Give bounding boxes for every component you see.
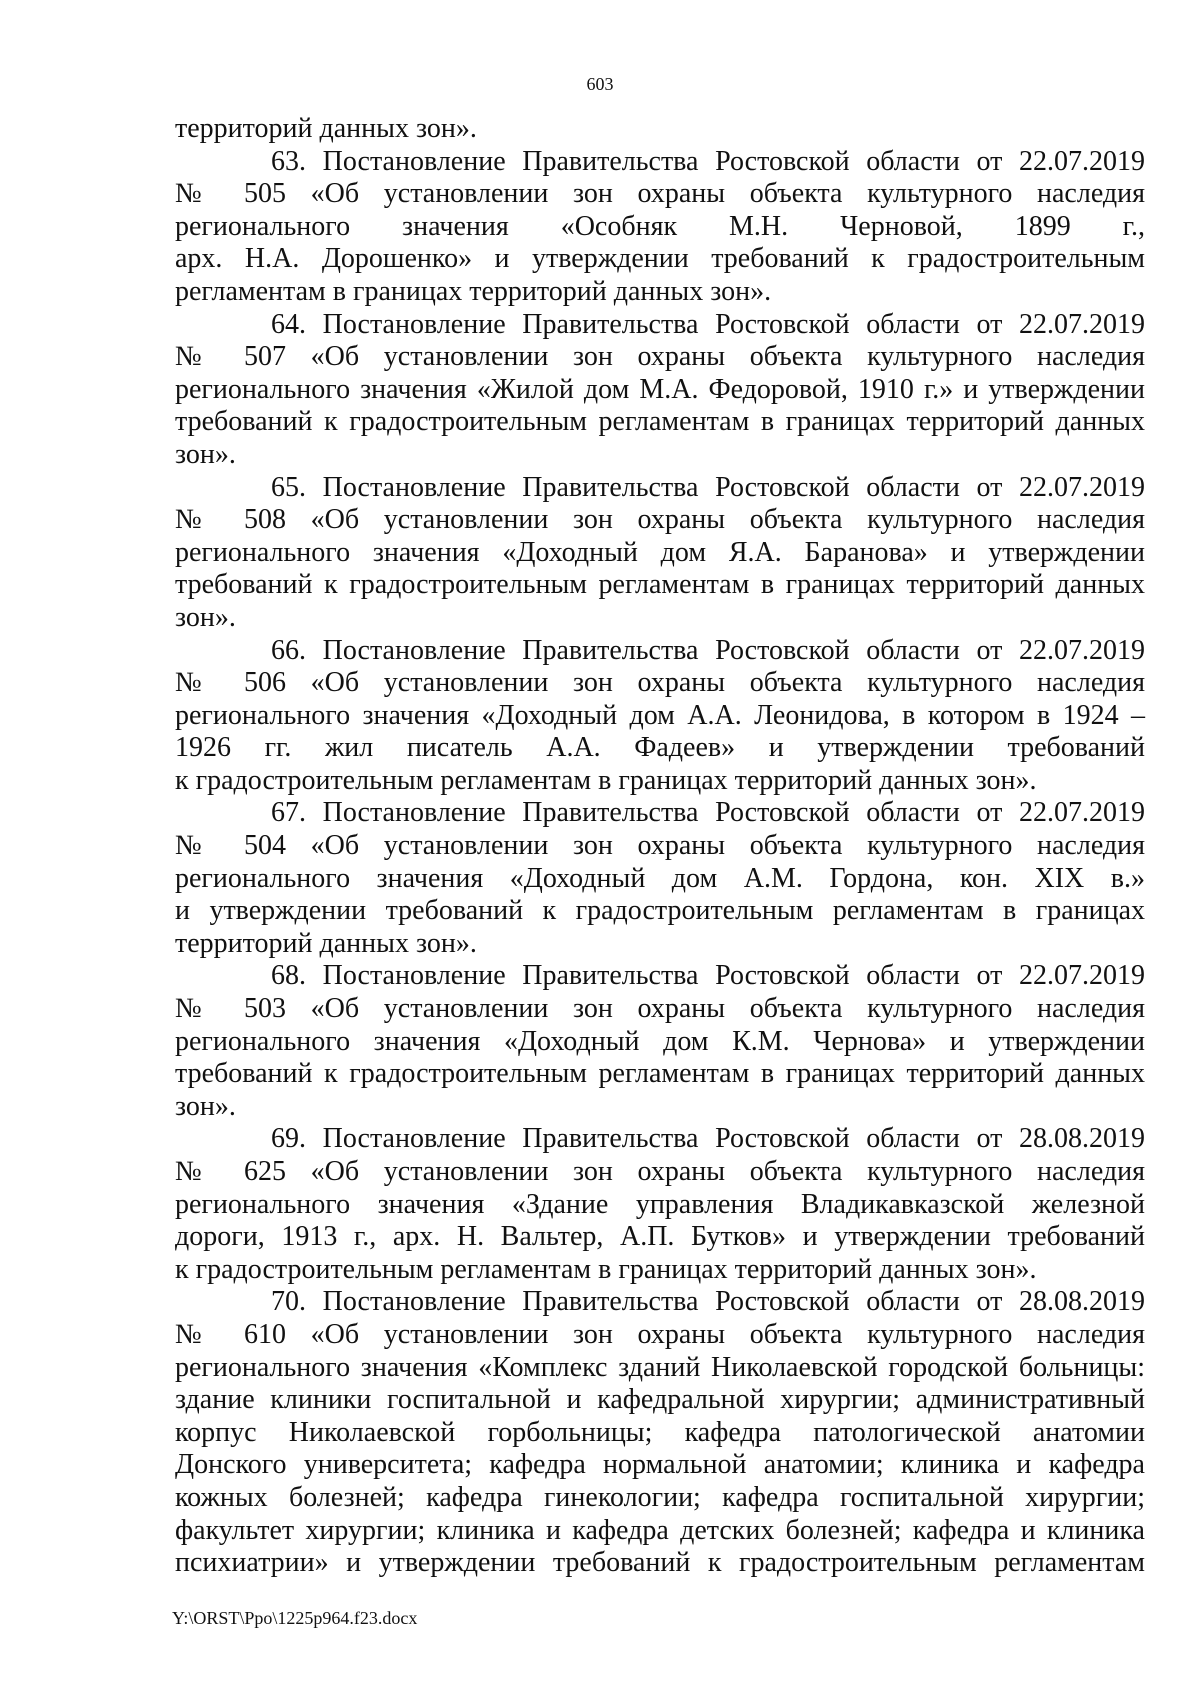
text-line: дороги, 1913 г., арх. Н. Вальтер, А.П. Бутков» и утверждении требований xyxy=(175,1221,1145,1253)
text-line: регионального значения «Доходный дом А.М. Гордона, кон. XIX в.» xyxy=(175,862,1145,894)
text-line: № 504 «Об установлении зон охраны объекта культурного наследия xyxy=(175,830,1145,862)
text-line: кожных болезней; кафедра гинекологии; кафедра госпитальной хирургии; xyxy=(175,1481,1145,1513)
paragraph-first-line: 69. Постановление Правительства Ростовской области от 28.08.2019 xyxy=(271,1123,1145,1155)
paragraph-first-line: 63. Постановление Правительства Ростовской области от 22.07.2019 xyxy=(271,145,1145,177)
text-line: зон». xyxy=(175,601,236,633)
paragraph-first-line: 67. Постановление Правительства Ростовской области от 22.07.2019 xyxy=(271,797,1145,829)
text-line: к градостроительным регламентам в границах территорий данных зон». xyxy=(175,1253,1037,1285)
text-line: требований к градостроительным регламентам в границах территорий данных xyxy=(175,1058,1145,1090)
text-line: факультет хирургии; клиника и кафедра детских болезней; кафедра и клиника xyxy=(175,1514,1145,1546)
text-line: к градостроительным регламентам в границах территорий данных зон». xyxy=(175,764,1037,796)
text-line: № 508 «Об установлении зон охраны объекта культурного наследия xyxy=(175,504,1145,536)
text-line: № 507 «Об установлении зон охраны объекта культурного наследия xyxy=(175,341,1145,373)
text-line: зон». xyxy=(175,438,236,470)
text-line: психиатрии» и утверждении требований к градостроительным регламентам xyxy=(175,1547,1145,1579)
paragraph-first-line: 64. Постановление Правительства Ростовской области от 22.07.2019 xyxy=(271,308,1145,340)
text-line: регионального значения «Жилой дом М.А. Федоровой, 1910 г.» и утверждении xyxy=(175,373,1145,405)
page-number: 603 xyxy=(586,74,614,94)
text-line: регионального значения «Доходный дом Я.А. Баранова» и утверждении xyxy=(175,536,1145,568)
text-line: требований к градостроительным регламентам в границах территорий данных xyxy=(175,569,1145,601)
text-line: регламентам в границах территорий данных зон». xyxy=(175,275,772,307)
text-line: № 610 «Об установлении зон охраны объекта культурного наследия xyxy=(175,1318,1145,1350)
text-line: корпус Николаевской горбольницы; кафедра патологической анатомии xyxy=(175,1416,1145,1448)
text-line: арх. Н.А. Дорошенко» и утверждении требований к градостроительным xyxy=(175,243,1145,275)
text-line: № 625 «Об установлении зон охраны объекта культурного наследия xyxy=(175,1156,1145,1187)
text-line: и утверждении требований к градостроительным регламентам в границах xyxy=(175,895,1145,927)
text-line: регионального значения «Особняк М.Н. Черновой, 1899 г., xyxy=(175,210,1145,242)
paragraph-first-line: 68. Постановление Правительства Ростовской области от 22.07.2019 xyxy=(271,960,1145,992)
text-line: регионального значения «Комплекс зданий Николаевской городской больницы: xyxy=(175,1351,1145,1383)
text-line: территорий данных зон». xyxy=(175,927,477,959)
paragraph-first-line: 66. Постановление Правительства Ростовской области от 22.07.2019 xyxy=(271,634,1145,666)
text-line: регионального значения «Здание управления Владикавказской железной xyxy=(175,1188,1145,1220)
text-line: № 505 «Об установлении зон охраны объекта культурного наследия xyxy=(175,178,1145,210)
paragraph-first-line: 70. Постановление Правительства Ростовской области от 28.08.2019 xyxy=(271,1286,1145,1318)
text-line: регионального значения «Доходный дом К.М. Чернова» и утверждении xyxy=(175,1025,1145,1057)
text-line: зон». xyxy=(175,1090,236,1122)
text-line: 1926 гг. жил писатель А.А. Фадеев» и утверждении требований xyxy=(175,732,1145,764)
footer-file-path: Y:\ORST\Ppo\1225p964.f23.docx xyxy=(172,1608,418,1628)
text-line: Донского университета; кафедра нормальной анатомии; клиника и кафедра xyxy=(175,1449,1145,1481)
text-line: территорий данных зон». xyxy=(175,113,477,144)
text-line: № 506 «Об установлении зон охраны объекта культурного наследия xyxy=(175,667,1145,699)
text-line: регионального значения «Доходный дом А.А. Леонидова, в котором в 1924 – xyxy=(175,699,1145,731)
paragraph-first-line: 65. Постановление Правительства Ростовской области от 22.07.2019 xyxy=(271,471,1145,503)
text-line: требований к градостроительным регламентам в границах территорий данных xyxy=(175,406,1145,438)
text-line: здание клиники госпитальной и кафедральной хирургии; административный xyxy=(175,1384,1145,1416)
document-body xyxy=(175,113,1145,1580)
text-line: № 503 «Об установлении зон охраны объекта культурного наследия xyxy=(175,993,1145,1025)
